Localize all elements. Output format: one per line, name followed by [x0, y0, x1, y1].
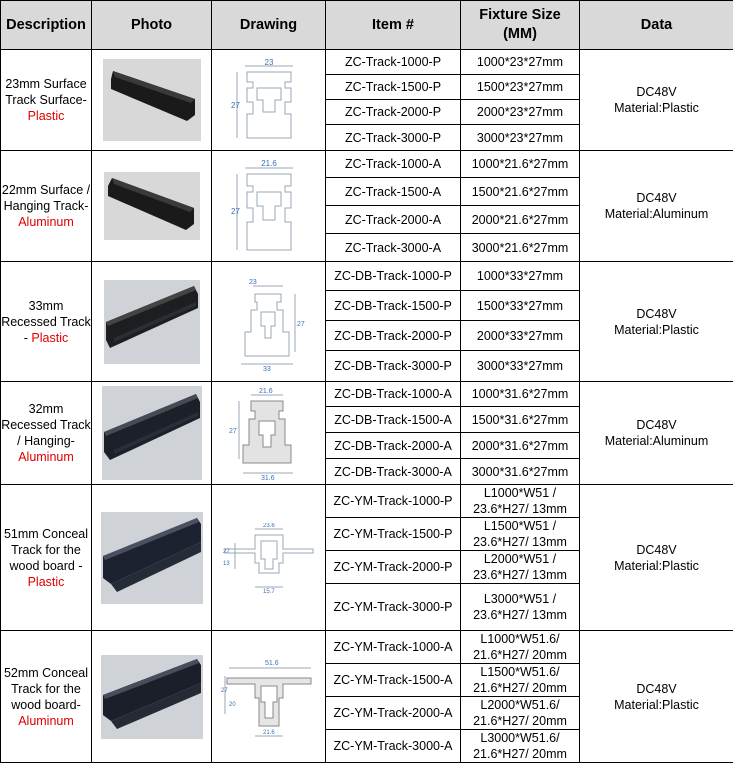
drawing-cell	[212, 631, 326, 763]
table-row	[1, 50, 733, 75]
profile-drawing	[231, 58, 307, 142]
item-number: ZC-DB-Track-1500-P	[326, 291, 461, 321]
dimension-label: 27	[230, 207, 240, 216]
fixture-size: 2000*31.6*27mm	[461, 433, 580, 459]
fixture-size-line2: 21.6*H27/ 20mm	[473, 747, 567, 761]
fixture-size	[461, 631, 580, 664]
track-photo-image	[104, 280, 200, 364]
photo-cell	[92, 50, 212, 151]
item-number: ZC-Track-1500-A	[326, 178, 461, 206]
dimension-label: 27	[220, 687, 228, 694]
photo-cell	[92, 485, 212, 631]
fixture-size-line2: 21.6*H27/ 20mm	[473, 714, 567, 728]
item-number: ZC-DB-Track-2000-P	[326, 321, 461, 351]
item-number: ZC-YM-Track-3000-A	[326, 730, 461, 763]
fixture-size-line2: 23.6*H27/ 13mm	[473, 535, 567, 549]
track-photo	[104, 172, 200, 240]
header-item: Item #	[326, 1, 461, 50]
dimension-label: 27	[296, 320, 305, 328]
profile-drawing	[229, 385, 309, 481]
data-cell	[580, 485, 733, 631]
drawing-cell	[212, 151, 326, 262]
data-cell	[580, 151, 733, 262]
item-number: ZC-YM-Track-1000-A	[326, 631, 461, 664]
dimension-label: 31.6	[260, 475, 275, 481]
profile-drawing	[229, 272, 309, 372]
fixture-size: 1000*31.6*27mm	[461, 382, 580, 407]
description-cell	[1, 151, 92, 262]
voltage: DC48V	[636, 191, 677, 205]
material: Material:Plastic	[614, 101, 699, 115]
header-row	[1, 1, 733, 50]
fixture-size	[461, 697, 580, 730]
drawing-cell	[212, 382, 326, 485]
fixture-size: 1500*21.6*27mm	[461, 178, 580, 206]
fixture-size: 3000*33*27mm	[461, 351, 580, 382]
dimension-label: 27	[228, 428, 237, 435]
track-photo	[104, 280, 200, 364]
fixture-size-line1: L1500*W51 /	[483, 519, 557, 533]
dimension-label: 27	[230, 101, 240, 110]
header-description: Description	[1, 1, 92, 50]
fixture-size: 1000*23*27mm	[461, 50, 580, 75]
description-cell	[1, 485, 92, 631]
fixture-size-line2: 23.6*H27/ 13mm	[473, 568, 567, 582]
fixture-size: 3000*21.6*27mm	[461, 234, 580, 262]
item-number: ZC-DB-Track-1000-A	[326, 382, 461, 407]
fixture-size	[461, 730, 580, 763]
item-number: ZC-Track-3000-A	[326, 234, 461, 262]
photo-cell	[92, 151, 212, 262]
fixture-size-line1: L3000*W51 /	[483, 592, 557, 606]
description-cell	[1, 262, 92, 382]
item-number: ZC-DB-Track-2000-A	[326, 433, 461, 459]
drawing-cell	[212, 262, 326, 382]
description-text: 22mm Surface / Hanging Track-	[1, 183, 91, 213]
dimension-label: 15.7	[262, 588, 275, 593]
track-photo-image	[102, 386, 202, 480]
item-number: ZC-YM-Track-3000-P	[326, 584, 461, 631]
dimension-label: 13	[222, 560, 230, 567]
table-row	[1, 485, 733, 518]
material-highlight: Aluminum	[18, 450, 74, 464]
fixture-size: 1500*23*27mm	[461, 75, 580, 100]
material: Material:Plastic	[614, 558, 699, 573]
dimension-label: 51.6	[264, 659, 279, 667]
fixture-size: 1500*33*27mm	[461, 291, 580, 321]
dimension-label: 21.6	[260, 159, 277, 168]
fixture-size-line1: L2000*W51.6/	[480, 698, 560, 712]
material-highlight: Aluminum	[18, 713, 74, 728]
fixture-size	[461, 664, 580, 697]
photo-cell	[92, 262, 212, 382]
table-row	[1, 382, 733, 407]
fixture-size-line1: L1500*W51.6/	[480, 665, 560, 679]
item-number: ZC-Track-2000-P	[326, 100, 461, 125]
photo-cell	[92, 631, 212, 763]
track-photo-image	[103, 59, 201, 141]
photo-cell	[92, 382, 212, 485]
item-number: ZC-Track-2000-A	[326, 206, 461, 234]
fixture-size-line2: 23.6*H27/ 13mm	[473, 608, 567, 622]
data-cell	[580, 50, 733, 151]
table-row	[1, 262, 733, 291]
item-number: ZC-YM-Track-1000-P	[326, 485, 461, 518]
description-cell	[1, 382, 92, 485]
fixture-size	[461, 518, 580, 551]
track-photo-image	[101, 655, 203, 739]
fixture-size: 2000*33*27mm	[461, 321, 580, 351]
profile-drawing	[221, 654, 317, 740]
dimension-label: 20	[228, 701, 236, 708]
material: Material:Aluminum	[604, 207, 709, 221]
dimension-label: 33	[262, 365, 271, 372]
dimension-label: 27	[222, 548, 230, 555]
fixture-size	[461, 584, 580, 631]
data-cell	[580, 382, 733, 485]
data-cell	[580, 631, 733, 763]
item-number: ZC-Track-1000-A	[326, 151, 461, 178]
header-size-line1: Fixture Size	[479, 7, 561, 23]
drawing-cell	[212, 50, 326, 151]
header-fixture-size	[461, 1, 580, 50]
header-size-line2: (MM)	[503, 26, 537, 42]
track-photo-image	[101, 512, 203, 604]
fixture-size: 1000*21.6*27mm	[461, 151, 580, 178]
fixture-size: 3000*31.6*27mm	[461, 459, 580, 485]
fixture-size	[461, 551, 580, 584]
fixture-size: 1000*33*27mm	[461, 262, 580, 291]
dimension-label: 23	[248, 278, 257, 286]
fixture-size-line1: L1000*W51 /	[483, 486, 557, 500]
material: Material:Plastic	[614, 697, 699, 712]
material-highlight: Aluminum	[18, 215, 74, 229]
voltage: DC48V	[636, 306, 677, 321]
fixture-size-line1: L2000*W51 /	[483, 552, 557, 566]
item-number: ZC-YM-Track-1500-A	[326, 664, 461, 697]
track-photo	[101, 655, 203, 739]
data-cell	[580, 262, 733, 382]
voltage: DC48V	[636, 85, 677, 99]
item-number: ZC-Track-3000-P	[326, 125, 461, 151]
description-text: 32mm Recessed Track / Hanging-	[1, 402, 91, 448]
track-photo	[101, 512, 203, 604]
table-row	[1, 631, 733, 664]
description-cell	[1, 631, 92, 763]
item-number: ZC-DB-Track-3000-P	[326, 351, 461, 382]
description-text: 33mm Recessed Track -	[1, 298, 91, 345]
header-photo: Photo	[92, 1, 212, 50]
dimension-label: 23.6	[262, 522, 275, 529]
header-data: Data	[580, 1, 733, 50]
material-highlight: Plastic	[27, 109, 65, 123]
material-highlight: Plastic	[31, 330, 69, 345]
table-row	[1, 151, 733, 178]
material: Material:Plastic	[614, 322, 699, 337]
dimension-label: 21.6	[262, 729, 275, 736]
fixture-size-line1: L3000*W51.6/	[480, 731, 560, 745]
fixture-size: 3000*23*27mm	[461, 125, 580, 151]
fixture-size-line2: 21.6*H27/ 20mm	[473, 648, 567, 662]
item-number: ZC-YM-Track-1500-P	[326, 518, 461, 551]
dimension-label: 23	[264, 58, 273, 67]
material: Material:Aluminum	[604, 434, 709, 448]
fixture-size-line1: L1000*W51.6/	[480, 632, 560, 646]
material-highlight: Plastic	[27, 574, 65, 589]
item-number: ZC-YM-Track-2000-A	[326, 697, 461, 730]
track-photo	[103, 59, 201, 141]
item-number: ZC-Track-1000-P	[326, 50, 461, 75]
item-number: ZC-DB-Track-1000-P	[326, 262, 461, 291]
header-drawing: Drawing	[212, 1, 326, 50]
voltage: DC48V	[636, 418, 677, 432]
description-text: 51mm Conceal Track for the wood board -	[3, 526, 89, 573]
fixture-size: 2000*23*27mm	[461, 100, 580, 125]
fixture-size: 2000*21.6*27mm	[461, 206, 580, 234]
item-number: ZC-YM-Track-2000-P	[326, 551, 461, 584]
fixture-size: 1500*31.6*27mm	[461, 407, 580, 433]
voltage: DC48V	[636, 681, 677, 696]
description-text: 52mm Conceal Track for the wood board-	[3, 665, 89, 712]
item-number: ZC-Track-1500-P	[326, 75, 461, 100]
profile-drawing	[221, 523, 317, 593]
description-text: 23mm Surface Track Surface-	[5, 77, 87, 107]
fixture-size	[461, 485, 580, 518]
voltage: DC48V	[636, 542, 677, 557]
item-number: ZC-DB-Track-3000-A	[326, 459, 461, 485]
profile-drawing	[231, 158, 307, 254]
fixture-size-line2: 23.6*H27/ 13mm	[473, 502, 567, 516]
description-cell	[1, 50, 92, 151]
track-photo-image	[104, 172, 200, 240]
track-photo	[102, 386, 202, 480]
item-number: ZC-DB-Track-1500-A	[326, 407, 461, 433]
drawing-cell	[212, 485, 326, 631]
fixture-size-line2: 21.6*H27/ 20mm	[473, 681, 567, 695]
dimension-label: 21.6	[258, 388, 273, 395]
